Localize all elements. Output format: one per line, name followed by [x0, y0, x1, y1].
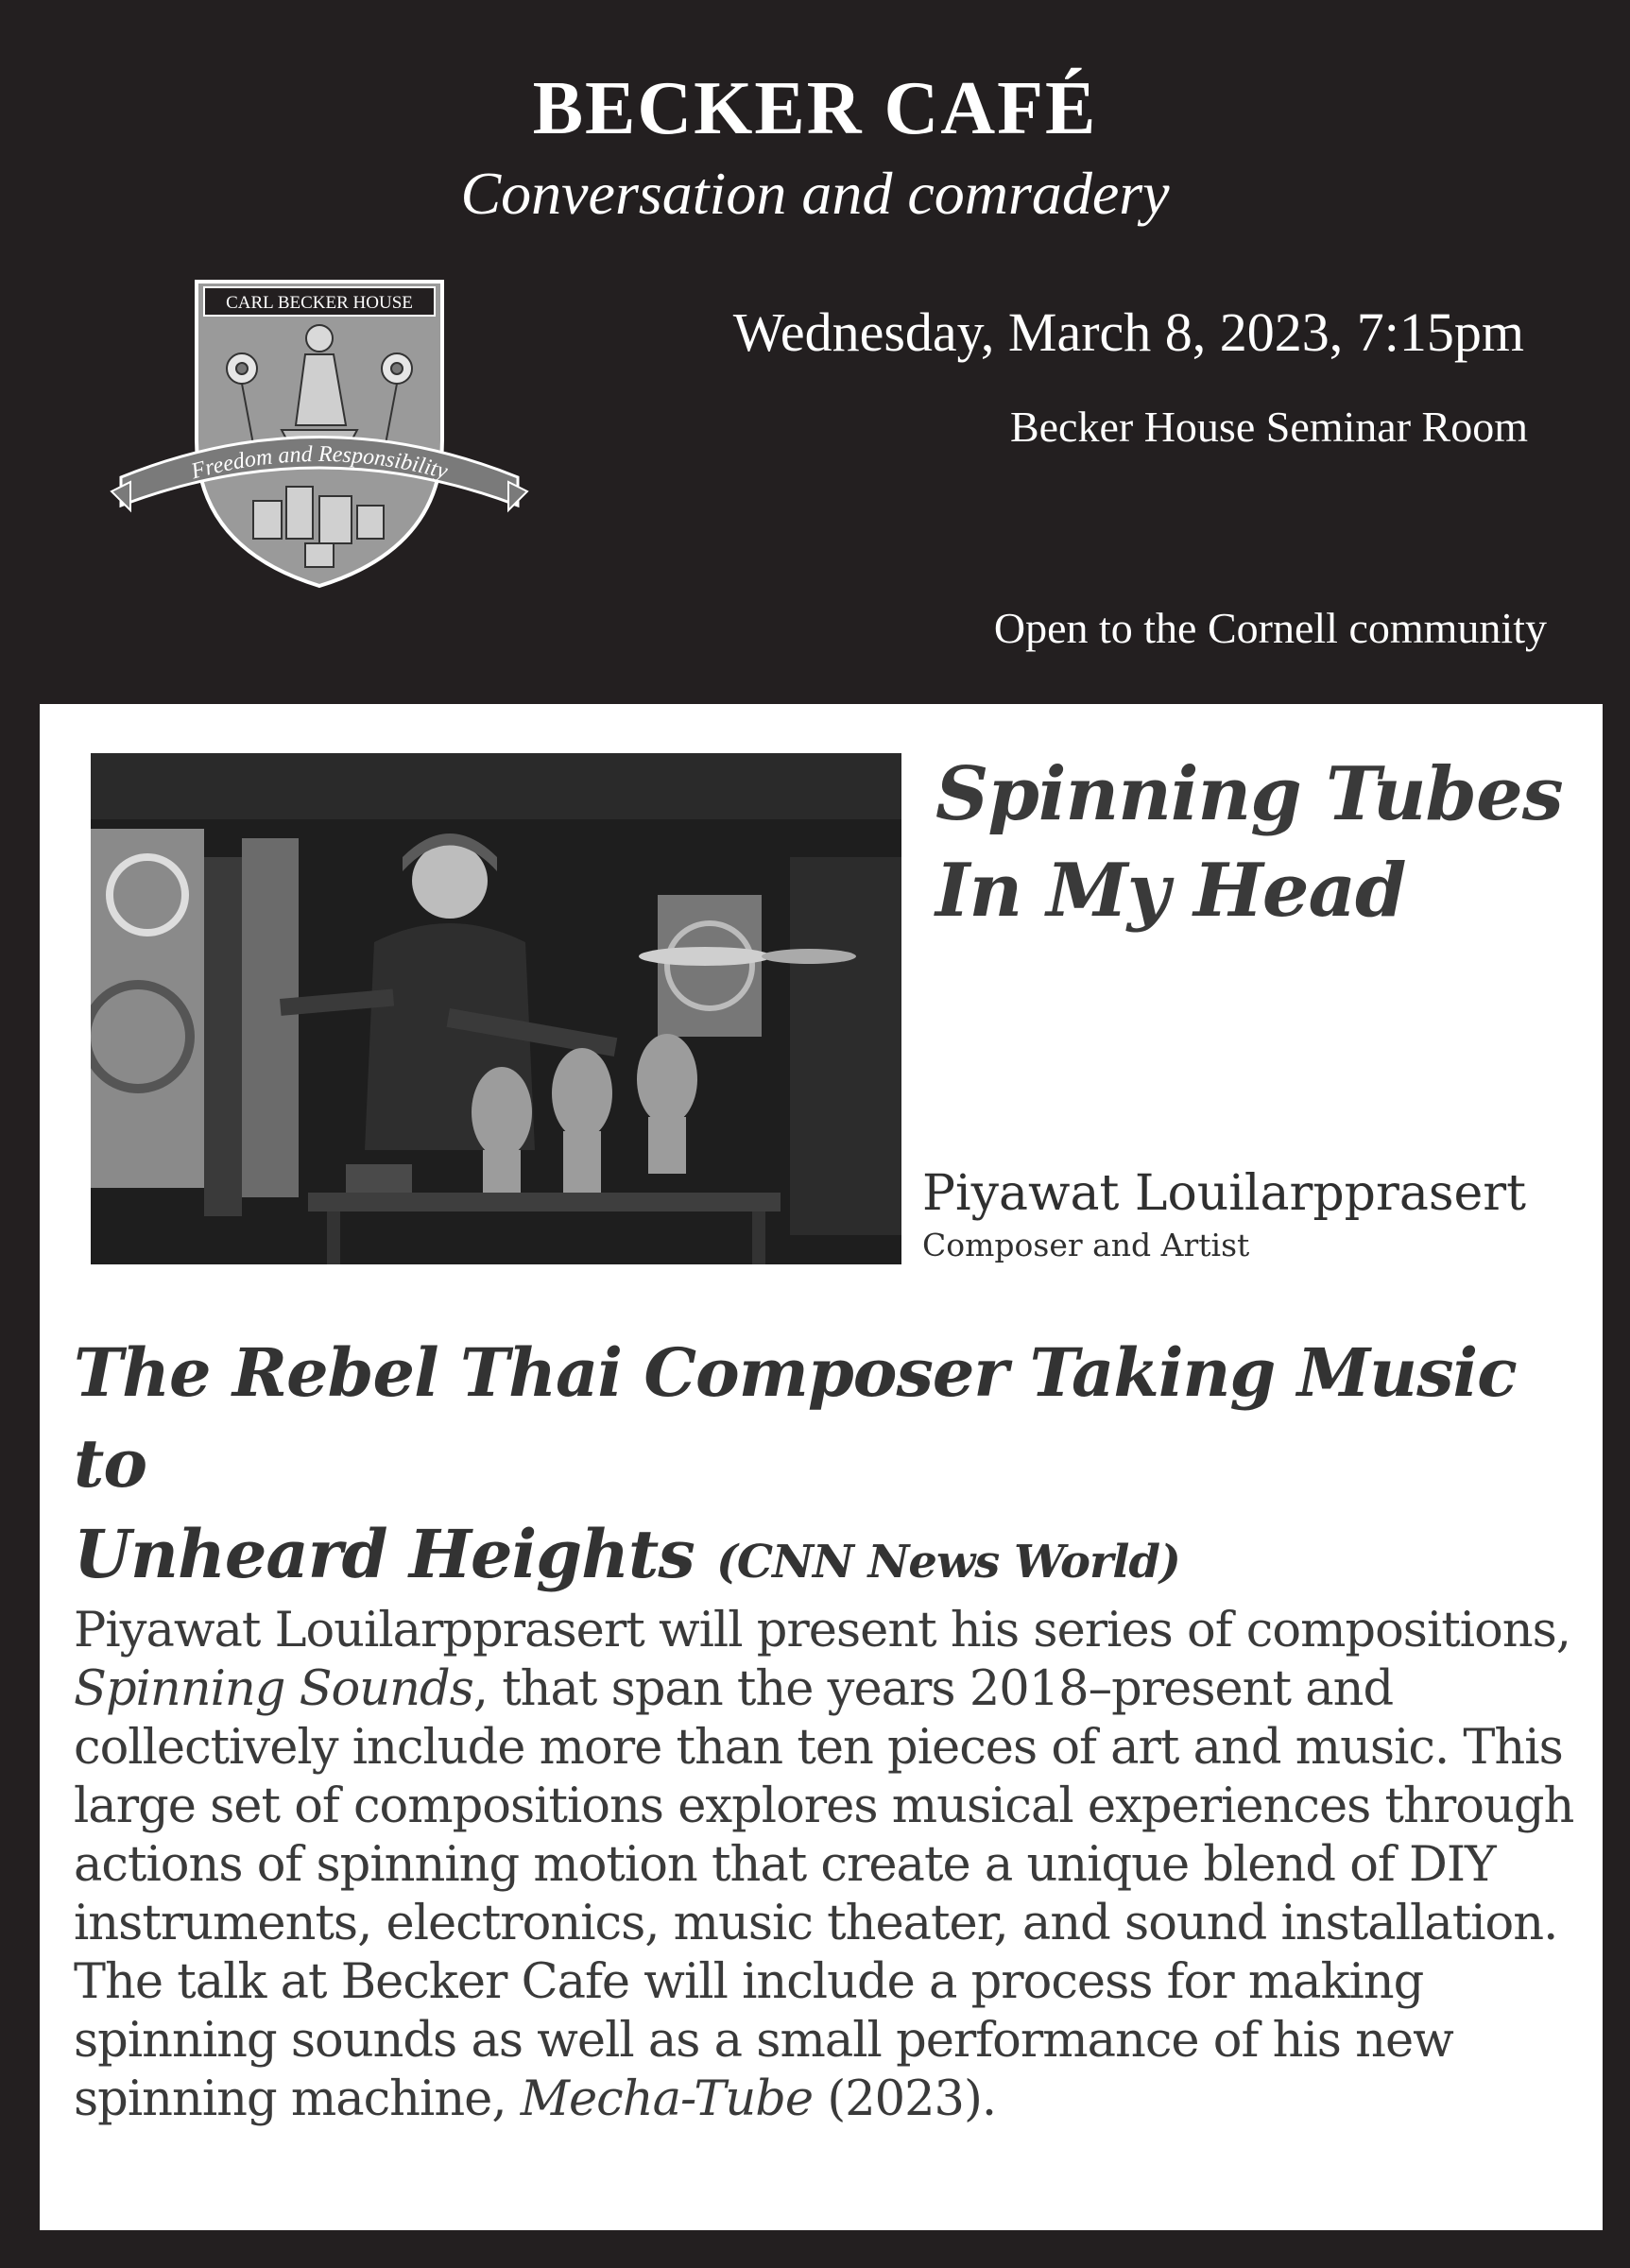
talk-title-line1: Spinning Tubes [935, 751, 1563, 837]
talk-title [935, 747, 1578, 939]
speaker-name: Piyawat Louilarpprasert [922, 1165, 1527, 1222]
headline-line1: The Rebel Thai Composer Taking Music to [74, 1333, 1517, 1503]
description-italic1: Spinning Sounds [74, 1661, 473, 1717]
performance-photo [91, 753, 901, 1264]
crest-motto: Freedom and Responsibility [188, 441, 451, 485]
description-part2: , that span the years 2018–present and collectively include more than ten pieces of art and music. This large set of compositions explores musical experiences through actions of spinning motion that create a unique blend of DIY instruments, electronics, music theater, and sound installation. The talk at Becker Cafe will include a process for making spinning sounds as well as a small performance of his new spinning machine, [74, 1661, 1574, 2127]
article-headline [74, 1328, 1567, 1607]
event-audience: Open to the Cornell community [993, 604, 1547, 652]
event-date: Wednesday, March 8, 2023, 7:15pm [732, 301, 1524, 363]
carl-becker-house-crest [102, 274, 537, 595]
content-panel [40, 704, 1603, 2230]
crest-label: CARL BECKER HOUSE [226, 293, 413, 313]
talk-title-line2: In My Head [935, 848, 1406, 934]
page-title: BECKER CAFÉ [532, 67, 1098, 150]
headline-line2-text: Unheard Heights [74, 1515, 695, 1593]
headline-line2 [74, 1509, 1567, 1607]
description-italic2: Mecha-Tube [520, 2071, 814, 2127]
description-part1: Piyawat Louilarpprasert will present his series of compositions, [74, 1603, 1571, 1658]
speaker-role: Composer and Artist [922, 1227, 1250, 1263]
talk-description [74, 1602, 1586, 2129]
header-band [0, 0, 1630, 699]
event-location: Becker House Seminar Room [1009, 403, 1528, 451]
headline-source: (CNN News World) [716, 1536, 1180, 1589]
page-subtitle: Conversation and comradery [460, 160, 1170, 227]
description-part3: (2023). [813, 2071, 997, 2127]
